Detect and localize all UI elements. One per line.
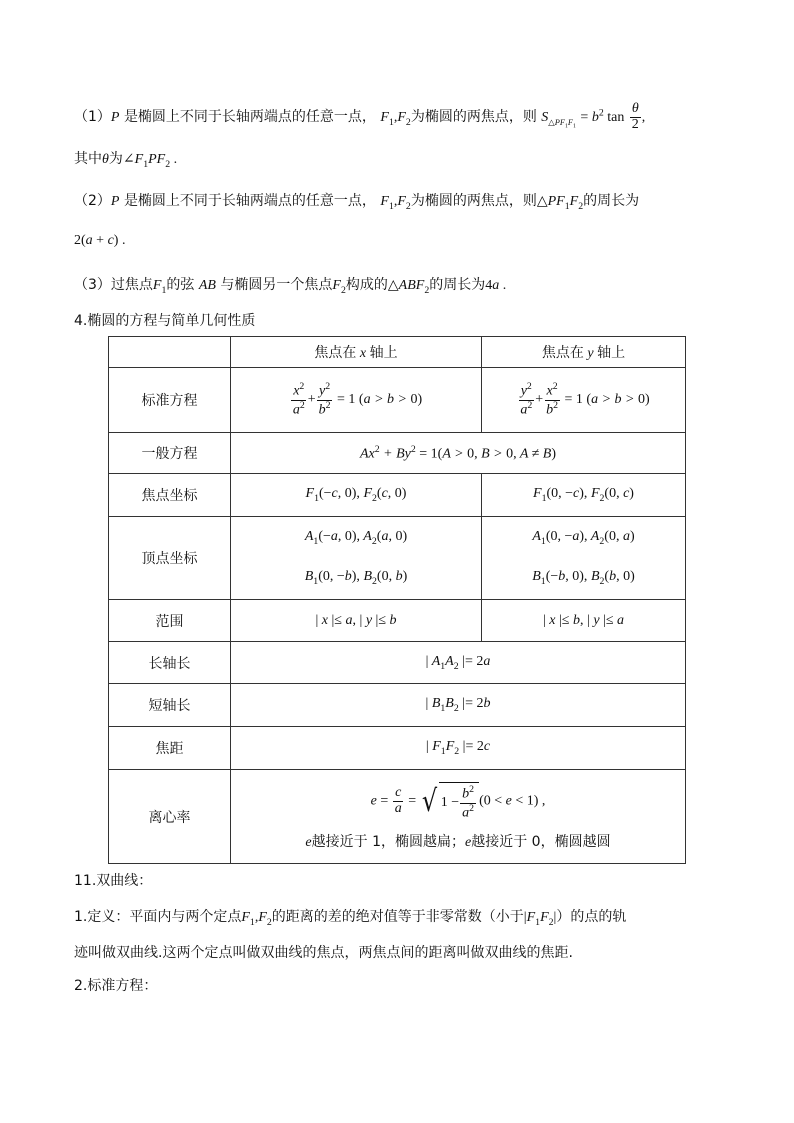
row-label-minor: 短轴长 — [109, 684, 231, 727]
paragraph-2-line-2: 2(a + c) . — [74, 233, 126, 248]
row-label-vertex: 顶点坐标 — [109, 517, 231, 600]
major-axis: | $A_1A_2$ |= 2a — [231, 642, 686, 684]
theta-over-two: $\frac{\theta}{2}$ — [631, 101, 639, 132]
table-corner — [109, 337, 231, 368]
row-label-major: 长轴长 — [109, 642, 231, 684]
ellipse-properties-table — [108, 336, 686, 864]
header-y-axis: 焦点在 y 轴上 — [482, 337, 686, 368]
vertex-x: $A_1(-a$, 0), $A_2(a$, 0) $B_1(0$, −b), $B_2(0$, b) — [231, 517, 482, 600]
row-label-focal: 焦距 — [109, 727, 231, 770]
minor-axis: | $B_1B_2$ |= 2b — [231, 684, 686, 727]
focus-x: $F_1(-c$, 0), $F_2(c$, 0) — [231, 474, 482, 517]
paragraph-1-line-1: （1）P 是椭圆上不同于长轴两端点的任意一点， $F_1,F_2$为椭圆的两焦点，则 $S_{\triangle PF_1F_1} = b^2$ tan $\frac{\theta}{2}$ , — [74, 101, 646, 132]
section-2-title: 2.标准方程： — [74, 978, 158, 994]
focus-y: $F_1(0$, −c), $F_2(0$, c) — [482, 474, 686, 517]
eccentricity: e = $\frac{c}{a}$ = √ 1 − $\frac{b^2}{a^2}$ (0 < e < 1) , e越接近于 1，椭圆越扁；e越接近于 0，椭圆越圆 — [231, 770, 686, 864]
header-x-axis: 焦点在 x 轴上 — [231, 337, 482, 368]
range-y: | x |≤ b, | y |≤ a — [482, 600, 686, 642]
section-4-title: 4.椭圆的方程与简单几何性质 — [74, 313, 256, 329]
paragraph-2-line-1: （2）P 是椭圆上不同于长轴两端点的任意一点， $F_1,F_2$为椭圆的两焦点，则$\triangle PF_1F_2$的周长为 — [74, 193, 640, 212]
range-x: | x |≤ a, | y |≤ b — [231, 600, 482, 642]
row-label-range: 范围 — [109, 600, 231, 642]
paragraph-1-line-2: 其中θ为$\angle F_1PF_2$ . — [74, 151, 178, 170]
standard-eq-y: $\frac{y^2}{a^2}$ + $\frac{x^2}{b^2}$ = 1 (a > b > 0) — [482, 368, 686, 433]
section-11-title: 11.双曲线： — [74, 873, 153, 889]
paragraph-3: （3）过焦点$F_1$的弦 AB 与椭圆另一个焦点$F_2$构成的$\triangle ABF_2$的周长为4a . — [74, 277, 507, 296]
row-label-focus: 焦点坐标 — [109, 474, 231, 517]
vertex-y: $A_1(0$, −a), $A_2(0$, a) $B_1(-b$, 0), $B_2(b$, 0) — [482, 517, 686, 600]
row-label-standard: 标准方程 — [109, 368, 231, 433]
definition-line-2: 迹叫做双曲线.这两个定点叫做双曲线的焦点，两焦点间的距离叫做双曲线的焦距. — [74, 945, 573, 961]
definition-line-1: 1.定义：平面内与两个定点$F_1,F_2$的距离的差的绝对值等于非零常数（小于$|F_1F_2|$）的点的轨 — [74, 909, 627, 928]
row-label-ecc: 离心率 — [109, 770, 231, 864]
standard-eq-x: $\frac{x^2}{a^2}$ + $\frac{y^2}{b^2}$ = 1 (a > b > 0) — [231, 368, 482, 433]
general-eq: $Ax^2 + By^2 = 1(A > 0$, B > 0, A ≠ B) — [231, 433, 686, 474]
focal-distance: | $F_1F_2$ |= 2c — [231, 727, 686, 770]
row-label-general: 一般方程 — [109, 433, 231, 474]
